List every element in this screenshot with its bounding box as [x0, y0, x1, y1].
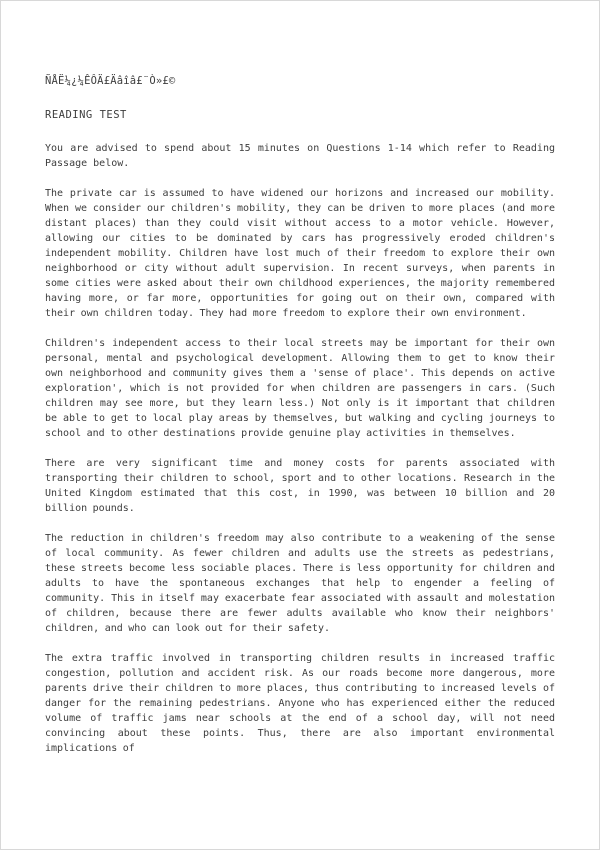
passage-paragraph-1: The private car is assumed to have widened our horizons and increased our mobility. When we consider our children's mobility, they can be driven to more places (and more distant places) than they could visit without access to a motor vehicle. However, allowing our cities to be dominated by cars has progressively eroded children's independent mobility. Children have lost much of their freedom to explore their own neighborhood or city without adult supervision. In recent surveys, when parents in some cities were asked about their own childhood experiences, the majority remembered having more, or far more, opportunities for going out on their own, compared with their own children today. They had more freedom to explore their own environment.: [45, 188, 555, 319]
instructions-text: You are advised to spend about 15 minutes on Questions 1-14 which refer to Reading Passage below.: [45, 143, 555, 169]
document-body: [1, 1, 599, 756]
mojibake-header: ÑÅË¼¿¼ÊÔÄ£Äâîâ£¨Ò»£©: [45, 75, 176, 87]
passage-paragraph-4: The reduction in children's freedom may also contribute to a weakening of the sense of local community. As fewer children and adults use the streets as pedestrians, these streets become less sociable places. There is less opportunity for children and adults to have the spontaneous exchanges that help to engender a feeling of community. This in itself may exacerbate fear associated with assault and molestation of children, because there are fewer adults available who know their neighbors' children, and who can look out for their safety.: [45, 533, 555, 634]
reading-test-title: READING TEST: [45, 109, 127, 121]
passage-paragraph-2: Children's independent access to their local streets may be important for their own personal, mental and psychological development. Allowing them to get to know their own neighborhood and community gives them a 'sense of place'. This depends on active exploration', which is not provided for when children are passengers in cars. (Such children may see more, but they learn less.) Not only is it important that children be able to get to local play areas by themselves, but walking and cycling journeys to school and to other destinations provide genuine play activities in themselves.: [45, 338, 555, 439]
passage-paragraph-5: The extra traffic involved in transporting children results in increased traffic congestion, pollution and accident risk. As our roads become more dangerous, more parents drive their children to more places, thus contributing to increased levels of danger for the remaining pedestrians. Anyone who has experienced either the reduced volume of traffic jams near schools at the end of a school day, will not need convincing about these points. Thus, there are also important environmental implications of: [45, 653, 555, 754]
passage-paragraph-3: There are very significant time and money costs for parents associated with transporting their children to school, sport and to other locations. Research in the United Kingdom estimated that this cost, in 1990, was between 10 billion and 20 billion pounds.: [45, 458, 555, 514]
